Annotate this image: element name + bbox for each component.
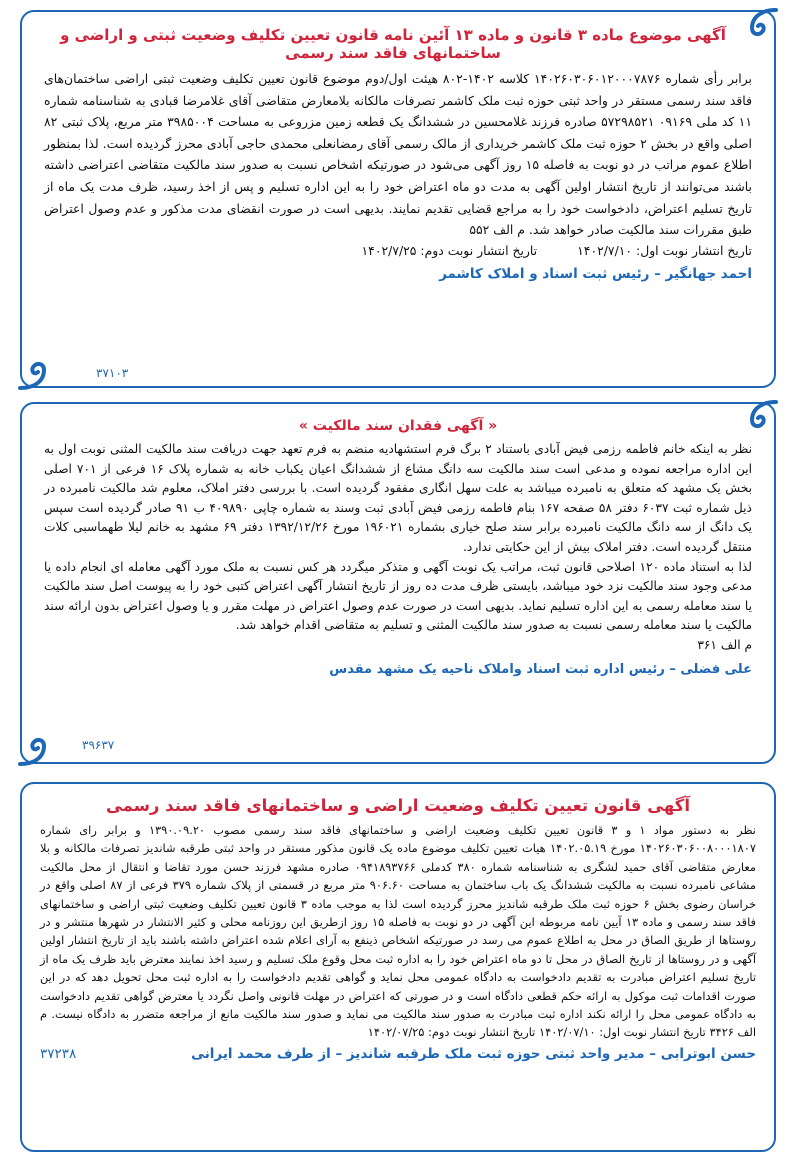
publication-dates bbox=[44, 243, 752, 258]
first-publication-date: تاریخ انتشار نوبت اول: ۱۴۰۲/۷/۱۰ bbox=[577, 242, 752, 258]
notice-signature: احمد جهانگیر – رئیس ثبت اسناد و املاک کاشمر bbox=[439, 265, 752, 282]
notice-title: آگهی قانون تعیین تکلیف وضعیت اراضی و ساختمانهای فاقد سند رسمی bbox=[105, 796, 691, 815]
notice-registration-shandiz bbox=[20, 782, 776, 1152]
corner-ornament-icon bbox=[16, 358, 50, 392]
notice-body: نظر به دستور مواد ۱ و ۳ قانون تعیین تکلیف وضعیت اراضی و ساختمانهای فاقد سند رسمی مصوب ۱۳۹۰.۰۹.۲۰ و برابر رای شماره ۱۴۰۲۶۰۳۰۶۰۰۸۰۰۰۱۸۰۷ مورخ ۱۴۰۲.۰۵.۱۹ هیات تعیین تکلیف موضوع ماده یک قانون مذکور مستقر در واحد ثبتی طرقبه شاندیز تصرفات مالکانه و بلا معارض متقاضی آقای حمید لشگری به شناسنامه شماره ۳۸۰ کدملی ۰۹۴۱۸۹۳۷۶۶ صادره مشهد فرزند حسن مورد تقاضا و انتقال از محل مالکیت مشاعی نامبرده نسبت به مالکیت ششدانگ یک باب ساختمان به مساحت ۹۰۶.۶۰ متر مربع در قسمتی از پلاک شماره ۳۷۹ فرعی از ۸۷ اصلی واقع در خراسان رضوی بخش ۶ حوزه ثبت ملک طرقبه شاندیز محرز گردیده است لذا به موجب ماده ۳ قانون تعیین تکلیف وضعیت ثبتی اراضی و ساختمانهای فاقد سند رسمی و ماده ۱۳ آیین نامه مربوطه این آگهی در دو نوبت به فاصله ۱۵ روز ازطریق این روزنامه محلی و کثیر الانتشار در شهرها منتشر و در روستاها از طریق الصاق در محل به اطلاع عموم می رسد در صورتیکه اشخاص ذینفع به آرای اعلام شده اعتراض داشته باشند باید از تاریخ انتشار اولین آگهی و در روستاها از تاریخ الصاق در محل تا دو ماه اعتراض خود را به اداره ثبت محل وقوع ملک تسلیم و رسید اخذ نمایند معترض باید ظرف یک ماه از تاریخ تسلیم اعتراض مبادرت به تقدیم دادخواست به دادگاه عمومی محل نماید و گواهی تقدیم دادخواست را به اداره ثبت محل تحویل دهد که در این صورت اقدامات ثبت موکول به ارائه حکم قطعی دادگاه است و در صورتی که اعتراض در مهلت قانونی واصل نگردد یا معترض گواهی تقدیم دادخواست به دادگاه عمومی محل را ارائه نکند اداره ثبت مبادرت به صدور سند مالکیت می نماید و صدور سند مالکیت مانع از مراجعه متضرر به دادگاه نیست. م الف ۳۴۲۶ تاریخ انتشار نوبت اول: ۱۴۰۲/۰۷/۱۰ تاریخ انتشار نوبت دوم: ۱۴۰۲/۰۷/۲۵ bbox=[40, 823, 757, 1040]
notice-footer bbox=[40, 1046, 756, 1062]
notice-registration-kashmar bbox=[20, 10, 776, 388]
notice-title: آگهی موضوع ماده ۳ قانون و ماده ۱۳ آئین نامه قانون تعیین تکلیف وضعیت ثبتی و اراضی و ساختمانهای فاقد سند رسمی bbox=[60, 26, 726, 62]
notice-lost-deed bbox=[20, 402, 776, 764]
notice-body: نظر به اینکه خانم فاطمه رزمی فیض آبادی باستناد ۲ برگ فرم استشهادیه منضم به فرم تعهد جهت دریافت سند مالکیت المثنی نوبت اول به این اداره مراجعه نموده و مدعی است سند مالکیت سه دانگ مشاع از ششدانگ اعیان یکباب خانه به شماره پلاک ۱۶ فرعی از ۷۰۱ اصلی بخش یک مشهد که متعلق به نامبرده میباشد به علت سهل انگاری مفقود گردیده است. با بررسی دفتر املاک، معلوم شد مالکیت نامبرده در ذیل شماره ثبت ۶۰۳۷ دفتر ۵۸ صفحه ۱۶۷ بنام فاطمه رزمی فیض آبادی ثبت وسند به شماره چاپی ۴۰۹۸۹۰ ب ۹۱ صادر گردیده است سپس یک دانگ از سه دانگ مالکیت نامبرده برابر سند صلح خیاری بشماره ۱۹۶۰۲۱ مورخ ۱۳۹۲/۱۲/۲۶ دفتر ۶۹ مشهد به خانم لیلا طهماسبی کلات منتقل گردیده است. دفتر املاک بیش از این حکایتی ندارد. bbox=[44, 442, 753, 554]
notice-signature: علی فضلی – رئیس اداره ثبت اسناد واملاک ناحیه یک مشهد مقدس bbox=[329, 661, 752, 677]
corner-ornament-icon bbox=[16, 734, 50, 768]
notice-body: برابر رأی شماره ۱۴۰۲۶۰۳۰۶۰۱۲۰۰۰۷۸۷۶ کلاسه ۱۴۰۲-۸۰۲ هیئت اول/دوم موضوع قانون تعیین تکلیف وضعیت ثبتی اراضی ساختمان‌های فاقد سند رسمی مستقر در واحد ثبتی حوزه ثبت ملک کاشمر تصرفات مالکانه بلامعارض متقاضی آقای غلامرضا قبادی به شناسنامه شماره ۱۱ کد ملی ۰۹۱۶۹ ۵۷۲۹۸۵۲۱ صادره فرزند غلامحسین در ششدانگ یک قطعه زمین مزروعی به مساحت ۳۹۸۵۰۰۴ متر مربع، پلاک ثبتی ۸۲ اصلی واقع در بخش ۲ حوزه ثبت ملک کاشمر خریداری از مالک رسمی آقای رمضانعلی محمدی حاجی آبادی محرز گردیده است. لذا بمنظور اطلاع عموم مراتب در دو نوبت به فاصله ۱۵ روز آگهی می‌شود در صورتیکه اشخاص نسبت به صدور سند مالکیت متقاضی اعتراضی داشته باشند می‌توانند از تاریخ انتشار اولین آگهی به مدت دو ماه اعتراض خود را به این اداره تسلیم و پس از اخذ رسید، ظرف مدت یک ماه از تاریخ تسلیم اعتراض، دادخواست خود را به مراجع قضایی تقدیم نمایند. بدیهی است در صورت انقضای مدت مذکور و عدم وصول اعتراض طبق مقررات سند مالکیت صادر خواهد شد. م الف ۵۵۲ bbox=[44, 71, 752, 238]
notice-reference: م الف ۳۶۱ bbox=[697, 637, 752, 652]
notice-code: ۳۷۲۳۸ bbox=[40, 1045, 77, 1062]
second-publication-date: تاریخ انتشار نوبت دوم: ۱۴۰۲/۷/۲۵ bbox=[361, 242, 538, 258]
notice-code: ۳۹۶۳۷ bbox=[82, 738, 115, 752]
corner-ornament-icon bbox=[746, 398, 780, 432]
corner-ornament-icon bbox=[746, 6, 780, 40]
notice-signature: حسن ابوترابی – مدیر واحد ثبتی حوزه ثبت ملک طرقبه شاندیز – از طرف محمد ایرانی bbox=[191, 1045, 756, 1062]
notice-body-continued: لذا به استناد ماده ۱۲۰ اصلاحی قانون ثبت، مراتب یک نوبت آگهی و متذکر میگردد هر کس نسبت به ملک مورد آگهی معامله ای انجام داده یا مدعی وجود سند مالکیت نزد خود میباشد، بایستی ظرف مدت ده روز از تاریخ انتشار آگهی اعتراض کتبی خود را به پیوست اصل سند مالکیت یا سند معامله رسمی به این اداره تسلیم نماید. بدیهی است در صورت عدم وصول اعتراض در مهلت مقرر و یا وصول اعتراض بدون ارائه سند مالکیت یا سند معامله رسمی نسبت به صدور سند مالکیت المثنی و تسلیم به متقاضی اقدام خواهد شد. bbox=[44, 559, 752, 633]
notice-code: ۳۷۱۰۳ bbox=[96, 366, 129, 380]
notice-title: « آگهی فقدان سند مالکیت » bbox=[298, 418, 498, 434]
